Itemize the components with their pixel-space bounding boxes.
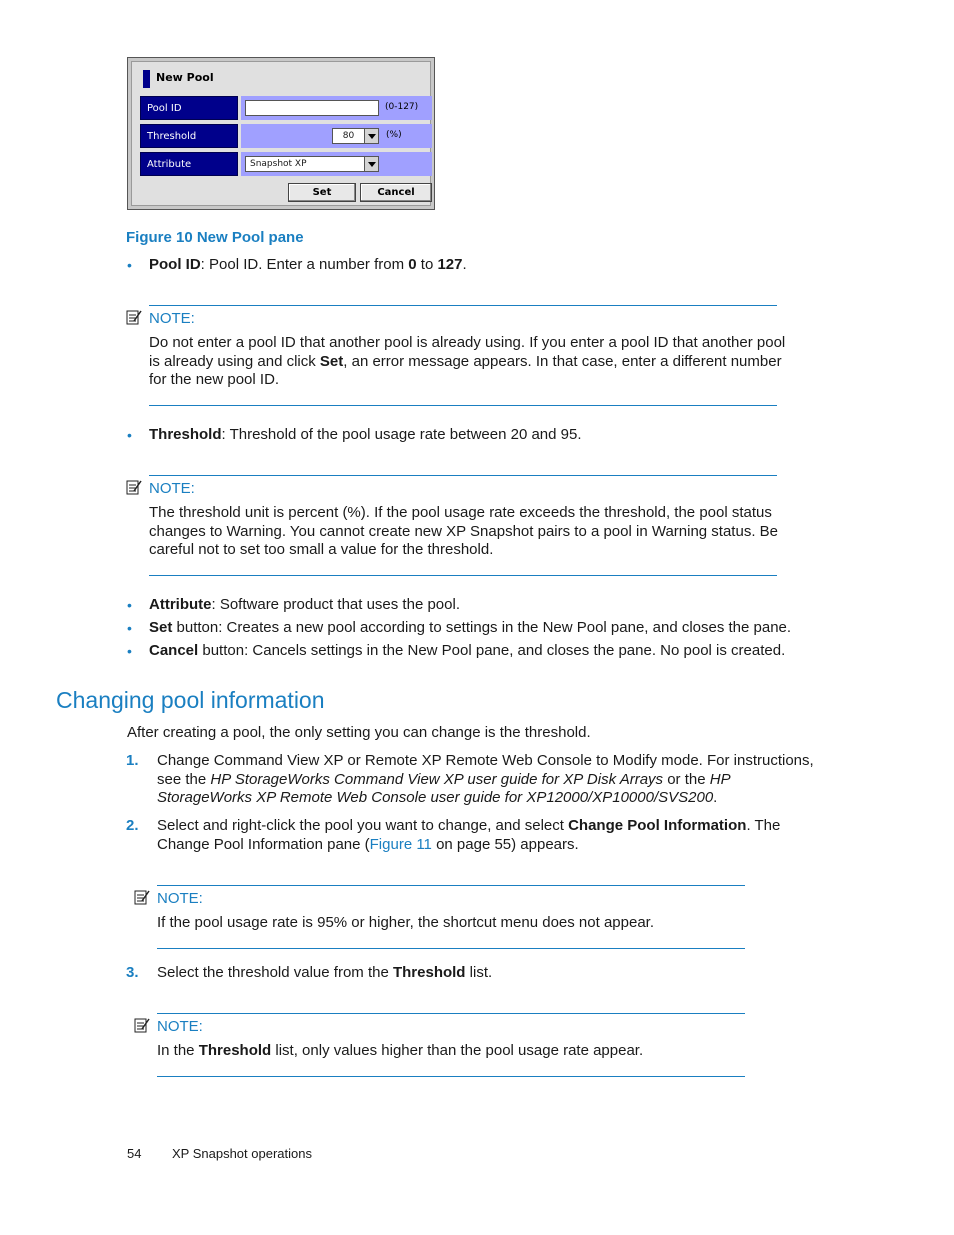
- step-2-text: Select and right-click the pool you want to change, and select Change Pool Information. The Change Pool Information pane (Figure 11 on page 55) appears.: [157, 817, 781, 853]
- pool-id-row: [241, 96, 432, 120]
- note-label: NOTE:: [149, 310, 195, 327]
- note-pad-icon: [126, 309, 142, 325]
- pool-id-range: (0-127): [385, 102, 419, 112]
- note3-text: If the pool usage rate is 95% or higher, the shortcut menu does not appear.: [157, 914, 654, 931]
- bullet-icon: •: [127, 597, 132, 613]
- bullet-icon: •: [127, 620, 132, 636]
- dialog-panel: [131, 61, 431, 206]
- step-number: 2.: [126, 817, 139, 834]
- threshold-label: Threshold: [140, 124, 238, 148]
- threshold-select[interactable]: 80: [332, 128, 365, 144]
- figure-11-link[interactable]: Figure 11: [369, 835, 432, 853]
- threshold-unit: (%): [386, 130, 402, 140]
- note-rule-top: [157, 885, 745, 886]
- note2-text: The threshold unit is percent (%). If the pool usage rate exceeds the threshold, the pool status changes to Warning. You cannot create new XP Snapshot pairs to a pool in Warning status. Be careful not to set too small a value for the threshold.: [149, 504, 779, 558]
- note-rule-top: [157, 1013, 745, 1014]
- step-number: 1.: [126, 752, 139, 769]
- cancel-button[interactable]: Cancel: [360, 183, 432, 202]
- bullet-threshold: Threshold: Threshold of the pool usage rate between 20 and 95.: [149, 426, 582, 443]
- bullet-icon: •: [127, 257, 132, 273]
- footer-title: XP Snapshot operations: [172, 1146, 312, 1161]
- bullet-attribute: Attribute: Software product that uses the pool.: [149, 596, 460, 613]
- new-pool-dialog: [127, 57, 435, 210]
- step-number: 3.: [126, 964, 139, 981]
- page-number: 54: [127, 1146, 142, 1161]
- note-pad-icon: [134, 1017, 150, 1033]
- bullet-cancel: Cancel button: Cancels settings in the New Pool pane, and closes the pane. No pool is created.: [149, 642, 786, 659]
- dialog-title: New Pool: [156, 71, 214, 84]
- attribute-label: Attribute: [140, 152, 238, 176]
- title-marker: [143, 70, 150, 88]
- step-3-text: Select the threshold value from the Threshold list.: [157, 964, 493, 981]
- note-label: NOTE:: [157, 890, 203, 907]
- note-pad-icon: [126, 479, 142, 495]
- threshold-row: [241, 124, 432, 148]
- section-heading: Changing pool information: [56, 687, 325, 713]
- threshold-dropdown-arrow-icon[interactable]: [364, 128, 379, 144]
- note-rule-bottom: [157, 948, 745, 949]
- note1-text: Do not enter a pool ID that another pool is already using. If you enter a pool ID that another pool is already using and click Set, an error message appears. In that case, enter a different number for the new pool ID.: [149, 334, 786, 388]
- note-rule-bottom: [149, 405, 777, 406]
- step-1-text: Change Command View XP or Remote XP Remote Web Console to Modify mode. For instructions, see the HP StorageWorks Command View XP user guide for XP Disk Arrays or the HP StorageWorks XP Remote Web Console user guide for XP12000/XP10000/SVS200.: [157, 752, 814, 806]
- attribute-select[interactable]: Snapshot XP: [245, 156, 366, 172]
- figure-caption: Figure 10 New Pool pane: [126, 229, 304, 246]
- bullet-icon: •: [127, 643, 132, 659]
- note-rule-bottom: [157, 1076, 745, 1077]
- intro-paragraph: After creating a pool, the only setting you can change is the threshold.: [127, 724, 591, 741]
- note-rule-top: [149, 305, 777, 306]
- note-label: NOTE:: [149, 480, 195, 497]
- pool-id-input[interactable]: [245, 100, 379, 116]
- note4-text: In the Threshold list, only values higher than the pool usage rate appear.: [157, 1042, 644, 1059]
- attribute-row: [241, 152, 432, 176]
- note-rule-top: [149, 475, 777, 476]
- set-button[interactable]: Set: [288, 183, 356, 202]
- note-rule-bottom: [149, 575, 777, 576]
- bullet-icon: •: [127, 427, 132, 443]
- pool-id-label: Pool ID: [140, 96, 238, 120]
- bullet-pool-id: Pool ID: Pool ID. Enter a number from 0 to 127.: [149, 256, 467, 273]
- note-label: NOTE:: [157, 1018, 203, 1035]
- note-pad-icon: [134, 889, 150, 905]
- bullet-set: Set button: Creates a new pool according to settings in the New Pool pane, and closes the pane.: [149, 619, 792, 636]
- attribute-dropdown-arrow-icon[interactable]: [364, 156, 379, 172]
